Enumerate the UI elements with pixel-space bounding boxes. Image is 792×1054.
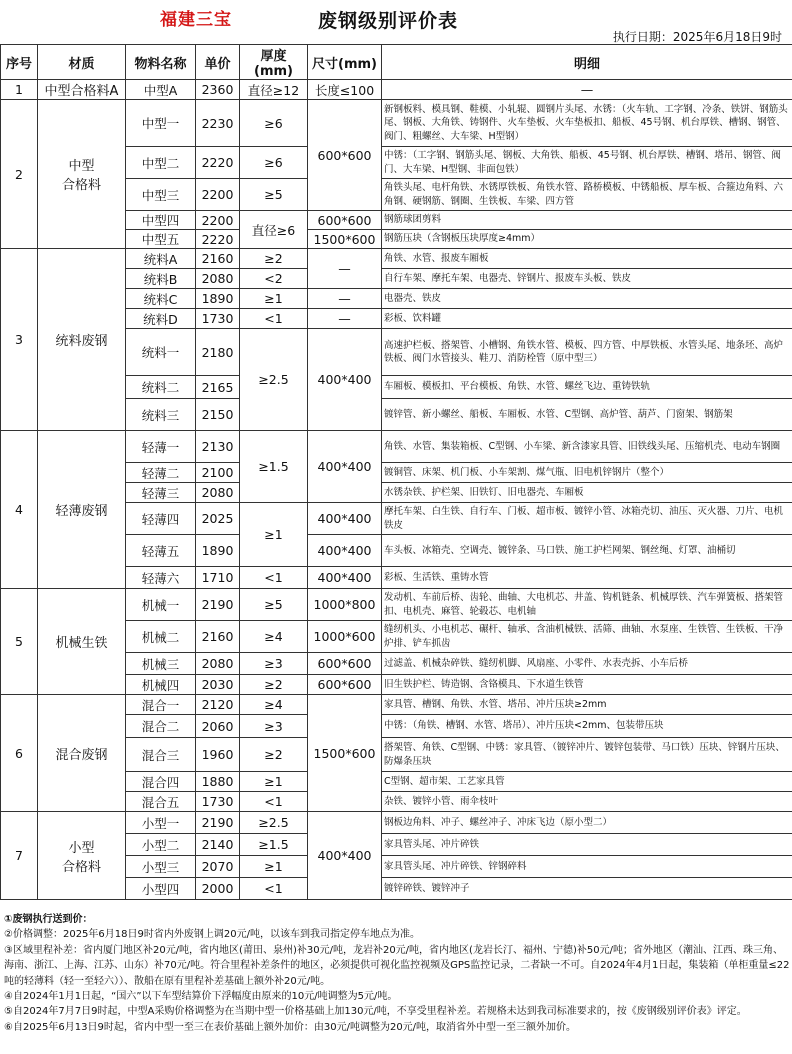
size-cell: 600*600: [308, 653, 382, 675]
item-detail: 摩托车架、白生铁、自行车、门板、超市板、镀锌小管、冰箱壳切、油压、灭火器、刀片、电机铁皮: [382, 503, 792, 535]
col-header-no: 序号: [1, 45, 38, 80]
item-price: 2220: [196, 230, 240, 249]
thickness-cell: ≥1.5: [240, 834, 308, 856]
table-row: [1, 249, 792, 269]
item-name: 统料D: [126, 309, 196, 329]
thickness-cell: <1: [240, 567, 308, 589]
col-header-material: 材质: [38, 45, 126, 80]
item-detail: 角铁头尾、电杆角铁、水锈厚铁板、角铁水管、路桥模板、中锈船板、厚车板、合箍边角料、六角钢、硬钢筋、钢圈、生铁板、车梁、四方管: [382, 179, 792, 211]
item-name: 小型四: [126, 878, 196, 900]
header-row: [1, 45, 792, 80]
item-detail: 角铁、水管、报废车厢板: [382, 249, 792, 269]
table-row: [1, 589, 792, 621]
item-detail: 过滤盖、机械杂碎铁、缝纫机脚、风扇座、小零件、水表壳拆、小车后桥: [382, 653, 792, 675]
item-name: 混合五: [126, 792, 196, 812]
col-header-size: 尺寸(mm): [308, 45, 382, 80]
item-price: 2200: [196, 211, 240, 230]
group-material: 统料废钢: [38, 249, 126, 431]
item-price: 2220: [196, 147, 240, 179]
size-cell: —: [308, 289, 382, 309]
thickness-cell: ≥4: [240, 695, 308, 715]
item-name: 轻薄五: [126, 535, 196, 567]
item-detail: 钢筋球团剪料: [382, 211, 792, 230]
group-material: 中型 合格料: [38, 100, 126, 249]
group-no: 7: [1, 812, 38, 900]
item-name: 机械一: [126, 589, 196, 621]
item-detail: 家具管头尾、冲片碎铁: [382, 834, 792, 856]
size-cell: 1500*600: [308, 695, 382, 812]
thickness-cell: 直径≥12: [240, 80, 308, 100]
table-row: [1, 695, 792, 715]
group-no: 6: [1, 695, 38, 812]
group-material: 轻薄废钢: [38, 431, 126, 589]
size-cell: 400*400: [308, 535, 382, 567]
item-price: 1960: [196, 738, 240, 772]
thickness-cell: ≥2: [240, 675, 308, 695]
item-price: 2230: [196, 100, 240, 147]
item-name: 混合四: [126, 772, 196, 792]
thickness-cell: ≥5: [240, 589, 308, 621]
item-detail: 杂铁、镀锌小管、雨伞枝叶: [382, 792, 792, 812]
size-cell: 400*400: [308, 812, 382, 900]
item-detail: 钢筋压块（含钢板压块厚度≥4mm）: [382, 230, 792, 249]
item-name: 混合二: [126, 715, 196, 738]
item-price: 1890: [196, 535, 240, 567]
item-detail: 钢板边角料、冲子、螺丝冲子、冲床飞边（原小型二）: [382, 812, 792, 834]
thickness-cell: ≥3: [240, 653, 308, 675]
item-detail: 镀锌碎铁、镀锌冲子: [382, 878, 792, 900]
note-item: ①废钢执行送到价：: [4, 914, 93, 925]
thickness-cell: ≥4: [240, 621, 308, 653]
item-price: 2200: [196, 179, 240, 211]
size-cell: 600*600: [308, 100, 382, 211]
table-row: [1, 431, 792, 463]
size-cell: —: [308, 249, 382, 289]
brand-name: 福建三宝: [160, 10, 232, 30]
item-price: 2100: [196, 463, 240, 483]
item-name: 统料二: [126, 376, 196, 399]
item-price: 2160: [196, 249, 240, 269]
item-price: 1710: [196, 567, 240, 589]
item-detail: 彩板、生活铁、重铸水管: [382, 567, 792, 589]
item-name: 统料B: [126, 269, 196, 289]
item-name: 轻薄三: [126, 483, 196, 503]
thickness-cell: ≥1: [240, 856, 308, 878]
execution-date: 执行日期：2025年6月18日9时: [612, 30, 782, 44]
size-cell: 600*600: [308, 211, 382, 230]
item-price: 2120: [196, 695, 240, 715]
item-price: 2000: [196, 878, 240, 900]
group-material: 混合废钢: [38, 695, 126, 812]
item-detail: 镀铜管、床架、机门板、小车架割、煤气瓶、旧电机锌钢片（整个）: [382, 463, 792, 483]
thickness-cell: ≥2: [240, 738, 308, 772]
item-name: 统料一: [126, 329, 196, 376]
item-name: 小型三: [126, 856, 196, 878]
item-price: 2130: [196, 431, 240, 463]
item-name: 机械二: [126, 621, 196, 653]
thickness-cell: ≥2.5: [240, 329, 308, 431]
group-material: 小型 合格料: [38, 812, 126, 900]
item-detail: 新钢板料、模具钢、鞋模、小轧辊、圆钢片头尾、水锈：（火车轨、工字钢、冷条、铁饼、钢筋头尾、钢板、大角铁、铸钢件、火车垫板、火车垫板扣、船板、45号钢、机台厚铁、槽钢、钢管、阀门、粗螺丝、大车梁、H型钢）: [382, 100, 792, 147]
thickness-cell: <1: [240, 792, 308, 812]
item-name: 轻薄二: [126, 463, 196, 483]
size-cell: 600*600: [308, 675, 382, 695]
thickness-cell: ≥6: [240, 147, 308, 179]
thickness-cell: ≥5: [240, 179, 308, 211]
item-name: 中型A: [126, 80, 196, 100]
item-price: 2030: [196, 675, 240, 695]
thickness-cell: ≥3: [240, 715, 308, 738]
thickness-cell: <2: [240, 269, 308, 289]
item-name: 轻薄六: [126, 567, 196, 589]
size-cell: 1500*600: [308, 230, 382, 249]
item-name: 轻薄四: [126, 503, 196, 535]
item-name: 统料三: [126, 399, 196, 431]
notes-section: [4, 912, 790, 1035]
item-name: 小型二: [126, 834, 196, 856]
item-price: 1730: [196, 792, 240, 812]
group-no: 4: [1, 431, 38, 589]
item-price: 1890: [196, 289, 240, 309]
item-detail: 家具管头尾、冲片碎铁、锌钢碎料: [382, 856, 792, 878]
item-name: 轻薄一: [126, 431, 196, 463]
size-cell: 400*400: [308, 567, 382, 589]
group-material: 中型合格料A: [38, 80, 126, 100]
thickness-cell: 直径≥6: [240, 211, 308, 249]
item-detail: 自行车架、摩托车架、电器壳、锌钢片、报废车头板、铁皮: [382, 269, 792, 289]
thickness-cell: ≥1: [240, 772, 308, 792]
item-name: 机械三: [126, 653, 196, 675]
item-name: 中型五: [126, 230, 196, 249]
item-detail: 搭架管、角铁、C型钢、中锈：家具管、（镀锌冲片、镀锌包装带、马口铁）压块、锌钢片压块、防爆条压块: [382, 738, 792, 772]
item-detail: —: [382, 80, 792, 100]
item-price: 2360: [196, 80, 240, 100]
size-cell: 400*400: [308, 329, 382, 431]
item-name: 中型二: [126, 147, 196, 179]
item-price: 2190: [196, 589, 240, 621]
size-cell: 400*400: [308, 503, 382, 535]
item-name: 混合一: [126, 695, 196, 715]
item-detail: 发动机、车前后桥、齿轮、曲轴、大电机芯、井盖、钩机链条、机械厚铁、汽车弹簧板、搭架管扣、电机壳、麻管、轮毂芯、电机轴: [382, 589, 792, 621]
item-detail: 电器壳、铁皮: [382, 289, 792, 309]
size-cell: 1000*600: [308, 621, 382, 653]
item-price: 2060: [196, 715, 240, 738]
item-name: 中型四: [126, 211, 196, 230]
size-cell: 长度≤100: [308, 80, 382, 100]
note-item: ③区域里程补差：省内厦门地区补20元/吨，省内地区(莆田、泉州)补30元/吨，龙岩补20元/吨，省内地区(龙岩长汀、福州、宁德)补50元/吨；省外地区（潮汕、江西、珠三角、海南、浙江、上海、江苏、山东）补70元/吨。符合里程补差条件的地区，必须提供可视化监控视频及GPS监控记录，二者缺一不可。自2024年4月1日起，集装箱（单柜重量≤22吨的轻薄料（轻一至轻六））、散船在原有里程补差基础上额外补20元/吨。: [4, 944, 790, 987]
page-title: 废钢级别评价表: [318, 10, 459, 32]
item-price: 2080: [196, 269, 240, 289]
item-name: 中型一: [126, 100, 196, 147]
thickness-cell: <1: [240, 878, 308, 900]
table-row: [1, 812, 792, 834]
note-item: ④自2024年1月1日起，“国六”以下车型结算价下浮幅度由原来的10元/吨调整为5元/吨。: [4, 991, 398, 1003]
item-name: 小型一: [126, 812, 196, 834]
item-name: 统料C: [126, 289, 196, 309]
item-price: 2025: [196, 503, 240, 535]
group-no: 3: [1, 249, 38, 431]
col-header-thickness: 厚度(mm): [240, 45, 308, 80]
thickness-cell: ≥6: [240, 100, 308, 147]
item-price: 1880: [196, 772, 240, 792]
item-name: 机械四: [126, 675, 196, 695]
item-detail: 缝纫机头、小电机芯、碾杆、轴承、含油机械铁、活筛、曲轴、水泵座、生铁管、生铁板、干净炉排、铲车抓齿: [382, 621, 792, 653]
thickness-cell: ≥1.5: [240, 431, 308, 503]
group-material: 机械生铁: [38, 589, 126, 695]
size-cell: —: [308, 309, 382, 329]
col-header-item: 物料名称: [126, 45, 196, 80]
item-price: 2080: [196, 653, 240, 675]
item-price: 2140: [196, 834, 240, 856]
thickness-cell: ≥2: [240, 249, 308, 269]
item-detail: 车厢板、模板扣、平台模板、角铁、水管、螺丝飞边、重铸铁轨: [382, 376, 792, 399]
note-item: ⑥自2025年6月13日9时起，省内中型一至三在表价基础上额外加价：由30元/吨调整为20元/吨，取消省外中型一至三额外加价。: [4, 1021, 577, 1033]
item-price: 2080: [196, 483, 240, 503]
item-detail: 旧生铁护栏、铸造钢、含铬模具、下水道生铁管: [382, 675, 792, 695]
item-price: 1730: [196, 309, 240, 329]
header: [0, 0, 792, 46]
thickness-cell: ≥2.5: [240, 812, 308, 834]
item-detail: 彩板、饮料罐: [382, 309, 792, 329]
item-name: 统料A: [126, 249, 196, 269]
table-row: [1, 100, 792, 147]
item-detail: 高速护栏板、搭架管、小槽钢、角铁水管、模板、四方管、中厚铁板、水管头尾、地条坯、高炉铁板、阀门水管接头、鞋刀、消防栓管（原中型三）: [382, 329, 792, 376]
col-header-price: 单价: [196, 45, 240, 80]
item-detail: 中锈：（工字钢、钢筋头尾、钢板、大角铁、船板、45号钢、机台厚铁、槽钢、塔吊、钢管、阀门、大车梁、H型钢、非面包铁）: [382, 147, 792, 179]
item-detail: 水锈杂铁、护栏架、旧铁钉、旧电器壳、车厢板: [382, 483, 792, 503]
item-detail: 中锈：（角铁、槽钢、水管、塔吊）、冲片压块<2mm、包装带压块: [382, 715, 792, 738]
table-row: [1, 80, 792, 100]
group-no: 1: [1, 80, 38, 100]
col-header-detail: 明细: [382, 45, 792, 80]
item-price: 2165: [196, 376, 240, 399]
size-cell: 1000*800: [308, 589, 382, 621]
size-cell: 400*400: [308, 431, 382, 503]
item-price: 2160: [196, 621, 240, 653]
thickness-cell: ≥1: [240, 289, 308, 309]
item-detail: 车头板、冰箱壳、空调壳、镀锌条、马口铁、施工护栏网架、钢丝绳、灯罩、油桶切: [382, 535, 792, 567]
thickness-cell: ≥1: [240, 503, 308, 567]
group-no: 5: [1, 589, 38, 695]
item-name: 混合三: [126, 738, 196, 772]
item-name: 中型三: [126, 179, 196, 211]
note-item: ②价格调整：2025年6月18日9时省内外废钢上调20元/吨，以该车到我司指定停车地点为准。: [4, 929, 420, 941]
price-table: [0, 44, 792, 900]
item-detail: C型钢、超市架、工艺家具管: [382, 772, 792, 792]
item-detail: 家具管、槽钢、角铁、水管、塔吊、冲片压块≥2mm: [382, 695, 792, 715]
group-no: 2: [1, 100, 38, 249]
item-price: 2150: [196, 399, 240, 431]
item-detail: 镀锌管、新小螺丝、船板、车厢板、水管、C型钢、高炉管、葫芦、门窗架、钢筋架: [382, 399, 792, 431]
thickness-cell: <1: [240, 309, 308, 329]
item-price: 2180: [196, 329, 240, 376]
item-price: 2190: [196, 812, 240, 834]
item-price: 2070: [196, 856, 240, 878]
note-item: ⑤自2024年7月7日9时起，中型A采购价格调整为在当期中型一价格基础上加130元/吨，不享受里程补差。若规格未达到我司标准要求的，按《废钢级别评价表》评定。: [4, 1006, 747, 1018]
item-detail: 角铁、水管、集装箱板、C型钢、小车梁、新含漆家具管、旧铁线头尾、压缩机壳、电动车钢圈: [382, 431, 792, 463]
